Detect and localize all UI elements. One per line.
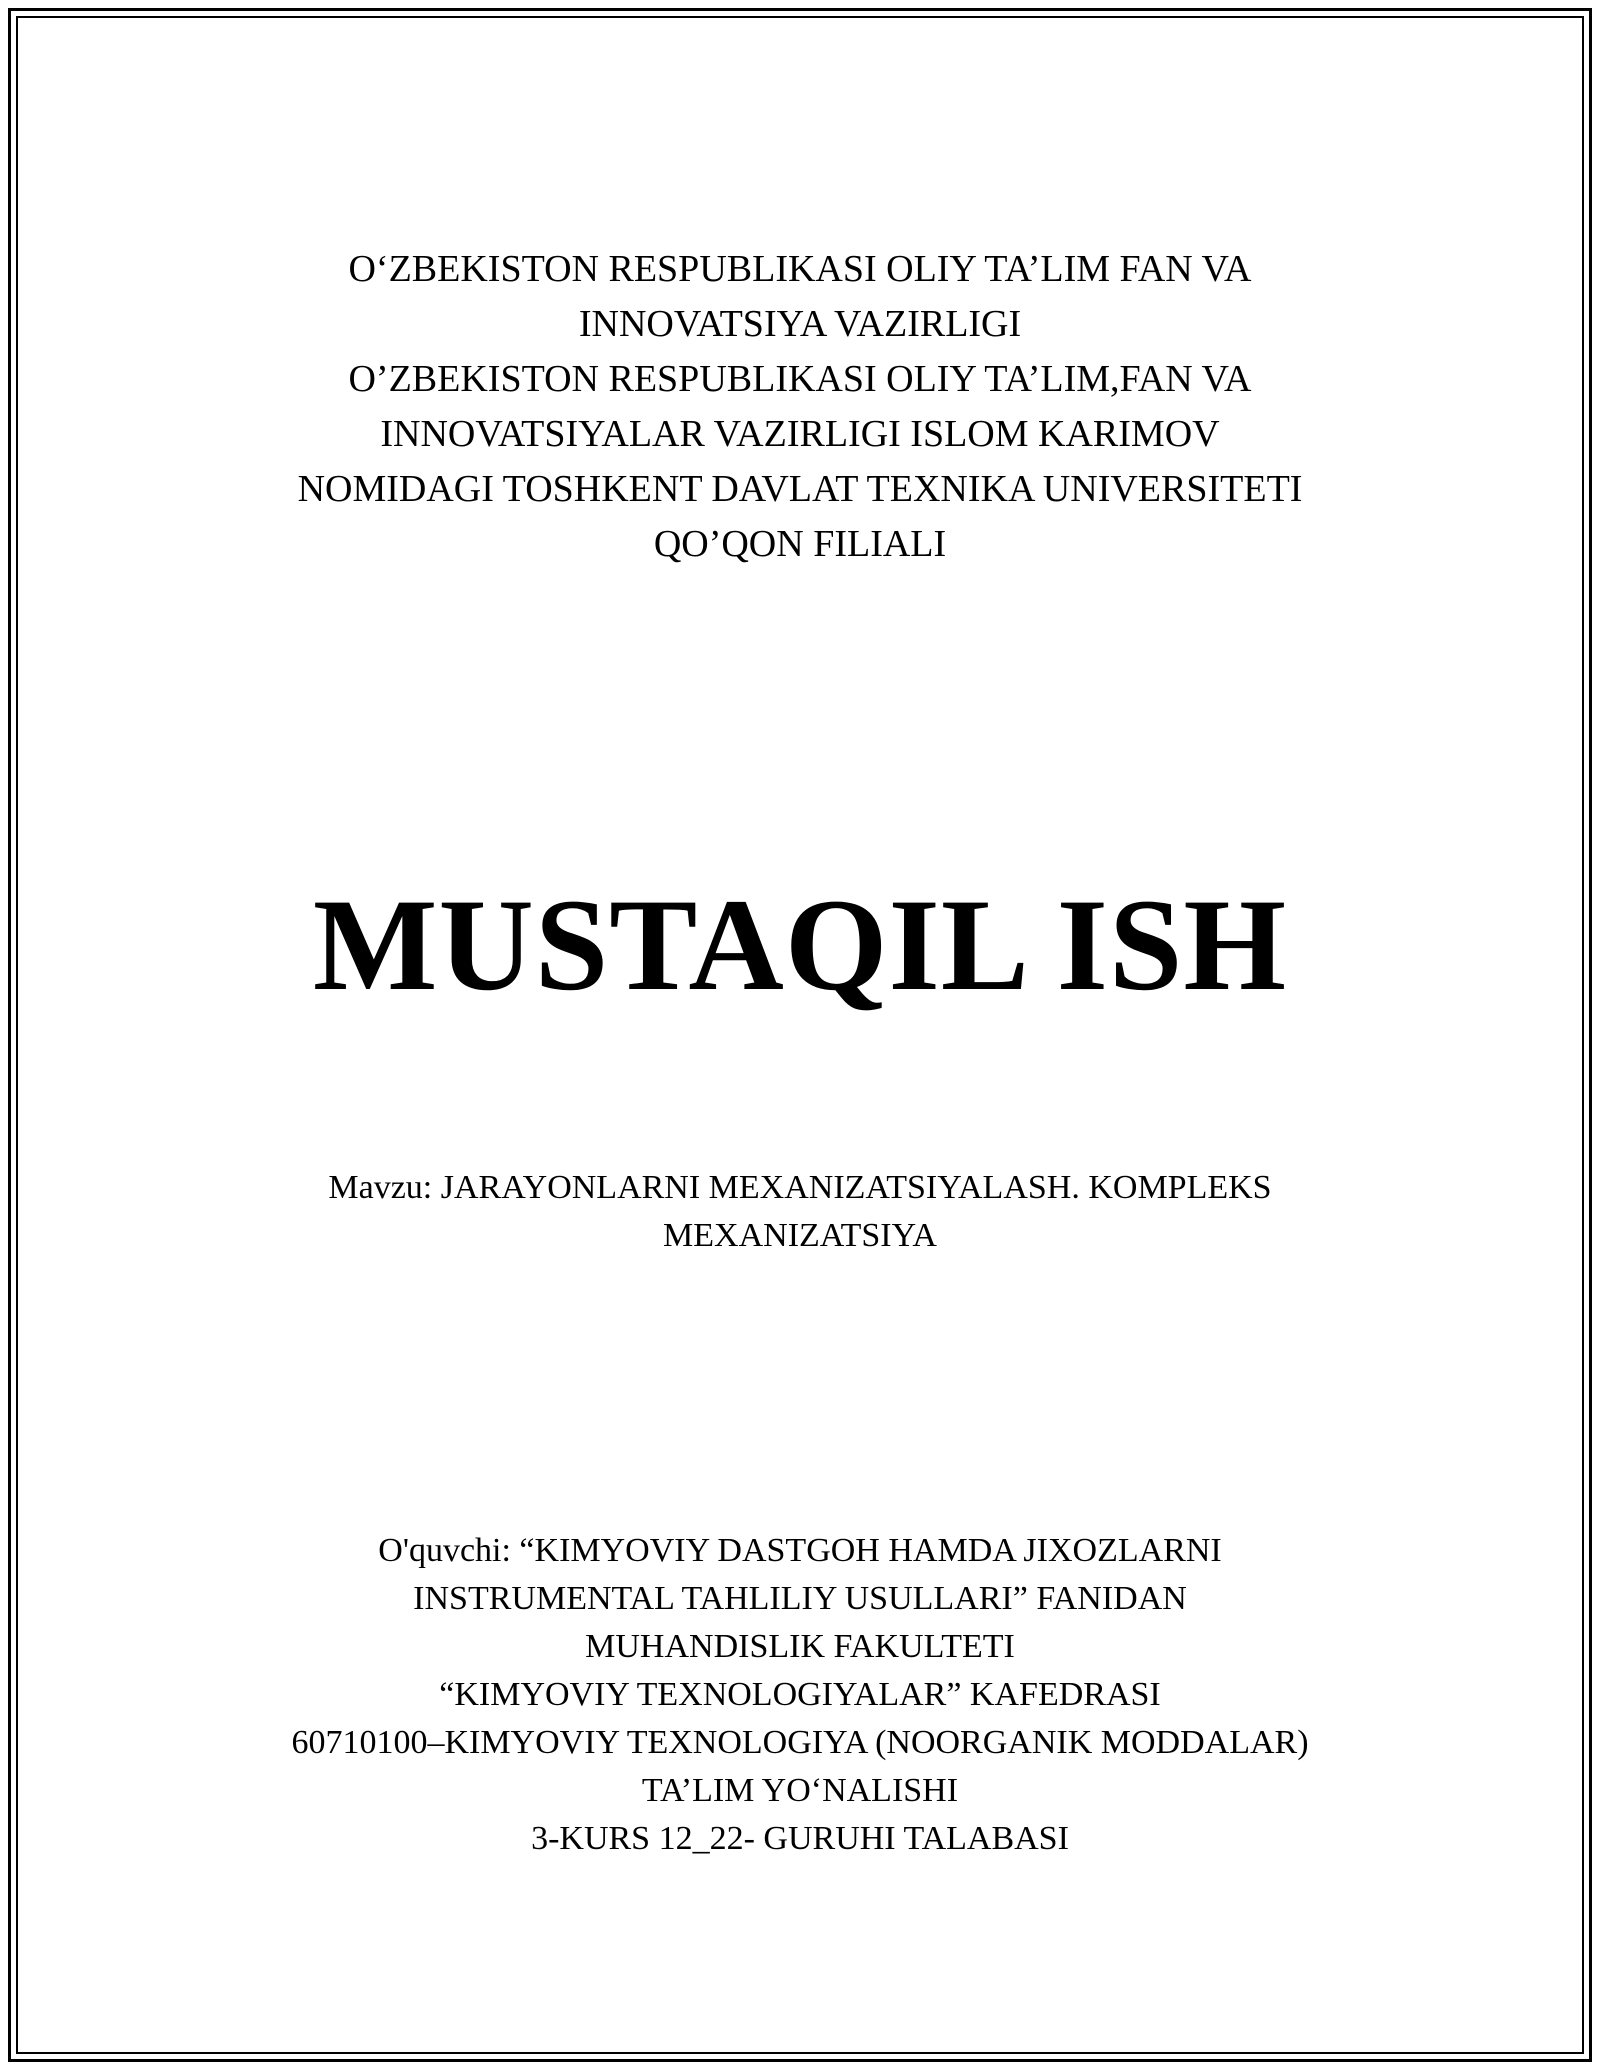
topic-line: Mavzu: JARAYONLARNI MEXANIZATSIYALASH. KOMPLEKS bbox=[328, 1169, 1272, 1206]
topic-line: MEXANIZATSIYA bbox=[663, 1217, 937, 1254]
header-line: INNOVATSIYALAR VAZIRLIGI ISLOM KARIMOV bbox=[380, 413, 1220, 455]
student-info-line: 3-KURS 12_22- GURUHI TALABASI bbox=[531, 1820, 1069, 1857]
student-info-line: O'quvchi: “KIMYOVIY DASTGOH HAMDA JIXOZLARNI bbox=[378, 1532, 1222, 1569]
document-title: MUSTAQIL ISH bbox=[312, 871, 1288, 1018]
student-info-line: INSTRUMENTAL TAHLILIY USULLARI” FANIDAN bbox=[413, 1580, 1187, 1617]
student-info-line: MUHANDISLIK FAKULTETI bbox=[585, 1628, 1015, 1665]
student-info-line: “KIMYOVIY TEXNOLOGIYALAR” KAFEDRASI bbox=[439, 1676, 1161, 1713]
student-info-line: 60710100–KIMYOVIY TEXNOLOGIYA (NOORGANIK MODDALAR) bbox=[291, 1724, 1309, 1761]
student-info-line: TA’LIM YO‘NALISHI bbox=[641, 1772, 959, 1809]
ministry-header bbox=[0, 242, 1600, 572]
topic-section bbox=[0, 1164, 1600, 1260]
header-line: O’ZBEKISTON RESPUBLIKASI OLIY TA’LIM,FAN VA bbox=[348, 358, 1252, 400]
student-info-section bbox=[0, 1527, 1600, 1863]
header-line: INNOVATSIYA VAZIRLIGI bbox=[578, 303, 1022, 345]
header-line: QO’QON FILIALI bbox=[653, 523, 947, 565]
header-line: O‘ZBEKISTON RESPUBLIKASI OLIY TA’LIM FAN VA bbox=[348, 248, 1252, 290]
header-line: NOMIDAGI TOSHKENT DAVLAT TEXNIKA UNIVERSITETI bbox=[297, 468, 1303, 510]
